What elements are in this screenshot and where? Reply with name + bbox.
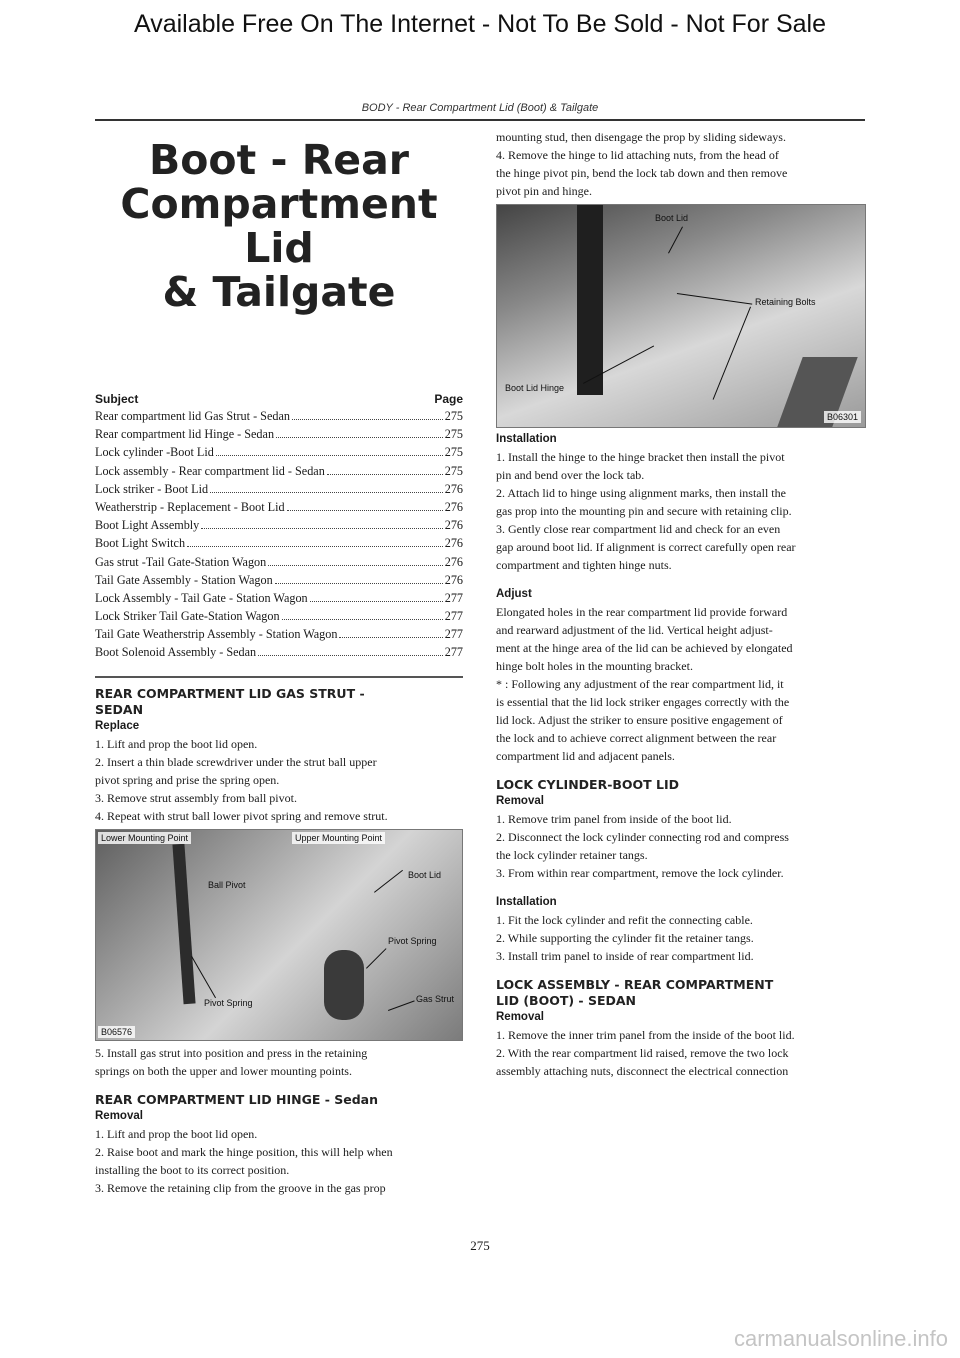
toc-entry — [95, 555, 463, 573]
gas-strut-heading-line: SEDAN — [95, 701, 144, 717]
gas-strut-heading-line: REAR COMPARTMENT LID GAS STRUT - — [95, 685, 365, 701]
toc-entry-page: 277 — [444, 627, 463, 642]
leader-line — [191, 956, 216, 998]
body-line: hinge bolt holes in the mounting bracket. — [496, 659, 693, 673]
spacer — [496, 574, 866, 586]
lock-assembly-heading-line: LID (BOOT) - SEDAN — [496, 993, 637, 1008]
toc-leader — [287, 510, 443, 511]
spacer — [496, 965, 866, 977]
procedure-step: 2. While supporting the cylinder fit the retainer tangs. — [496, 931, 754, 945]
lock-cylinder-heading: LOCK CYLINDER-BOOT LID — [496, 777, 680, 792]
toc-entry — [95, 518, 463, 536]
toc-entry-page: 276 — [444, 554, 463, 569]
leader-line — [374, 869, 403, 892]
procedure-step: pivot spring and prise the spring open. — [95, 772, 280, 787]
procedure-step: 3. Install trim panel to inside of rear compartment lid. — [496, 949, 754, 963]
toc-entry-page: 277 — [444, 590, 463, 605]
procedure-step: gap around boot lid. If alignment is correct carefully open rear — [496, 540, 796, 554]
strut-shape — [172, 843, 195, 1003]
photo-code: B06301 — [824, 411, 861, 423]
procedure-step: pin and bend over the lock tab. — [496, 468, 645, 482]
leader-line — [677, 293, 752, 305]
leader-line — [388, 1000, 415, 1011]
spacer — [95, 1080, 463, 1092]
procedure-step: 3. Gently close rear compartment lid and check for an even — [496, 522, 781, 536]
procedure-step: 1. Remove the inner trim panel from the inside of the boot lid. — [496, 1028, 795, 1042]
body-line: * : Following any adjustment of the rear compartment lid, it — [496, 677, 784, 691]
toc-entry — [95, 445, 463, 463]
hinge-heading: REAR COMPARTMENT LID HINGE - Sedan — [95, 1091, 379, 1107]
toc-leader — [276, 437, 443, 438]
body-line: and rearward adjustment of the lid. Vertical height adjust- — [496, 623, 773, 637]
procedure-step: 2. Insert a thin blade screwdriver under the strut ball upper — [95, 754, 377, 769]
photo-label-pivot-spring-right: Pivot Spring — [388, 935, 437, 946]
procedure-step: installing the boot to its correct position. — [95, 1162, 290, 1177]
toc-entry-title: Tail Gate Weatherstrip Assembly - Station Wagon — [95, 627, 338, 642]
toc-entry — [95, 536, 463, 554]
toc-leader — [339, 637, 442, 638]
toc-entry-page: 275 — [444, 463, 463, 478]
leader-line — [366, 948, 387, 969]
removal-subheading: Removal — [496, 1011, 544, 1023]
toc-subject-label: Subject — [95, 392, 139, 406]
toc-leader — [292, 419, 443, 420]
photo-label-retaining-bolts: Retaining Bolts — [755, 297, 816, 307]
toc-entry-page: 277 — [444, 609, 463, 624]
body-line: Elongated holes in the rear compartment lid provide forward — [496, 605, 788, 619]
toc-leader — [275, 583, 443, 584]
spacer — [496, 882, 866, 894]
photo-label-boot-lid: Boot Lid — [655, 213, 689, 223]
toc-entry — [95, 591, 463, 609]
toc-leader — [310, 601, 443, 602]
procedure-step: 2. Disconnect the lock cylinder connecting rod and compress — [496, 830, 789, 844]
body-line: compartment lid and adjacent panels. — [496, 749, 675, 763]
photo-code: B06576 — [98, 1026, 135, 1038]
removal-subheading: Removal — [496, 795, 544, 807]
adjust-subheading: Adjust — [496, 588, 532, 600]
left-column — [95, 128, 463, 1197]
toc-leader — [201, 528, 442, 529]
procedure-step: mounting stud, then disengage the prop by sliding sideways. — [496, 130, 786, 144]
toc-entry-page: 276 — [444, 481, 463, 496]
procedure-step: 4. Remove the hinge to lid attaching nuts, from the head of — [496, 148, 779, 162]
procedure-step: 1. Lift and prop the boot lid open. — [95, 1126, 258, 1141]
page-number: 275 — [470, 1238, 490, 1253]
gas-strut-photo — [95, 829, 463, 1041]
photo-label-boot-lid-hinge: Boot Lid Hinge — [505, 383, 565, 393]
gas-strut-heading — [95, 686, 463, 718]
installation-subheading: Installation — [496, 896, 557, 908]
toc-entry-page: 276 — [444, 536, 463, 551]
toc-entry-title: Boot Solenoid Assembly - Sedan — [95, 645, 257, 660]
toc-leader — [327, 474, 443, 475]
toc-leader — [258, 655, 443, 656]
procedure-step: compartment and tighten hinge nuts. — [496, 558, 672, 572]
site-watermark: carmanualsonline.info — [733, 1326, 948, 1351]
toc-entry-title: Rear compartment lid Hinge - Sedan — [95, 427, 275, 442]
header-rule — [95, 119, 865, 121]
ball-pivot-shape — [324, 950, 364, 1020]
chapter-title-line: & Tailgate — [162, 268, 396, 316]
toc-entry-title: Gas strut -Tail Gate-Station Wagon — [95, 554, 267, 569]
toc-entry-title: Tail Gate Assembly - Station Wagon — [95, 572, 273, 587]
table-of-contents — [95, 392, 463, 664]
body-line: lid lock. Adjust the striker to ensure positive engagement of — [496, 713, 783, 727]
toc-entry — [95, 409, 463, 427]
toc-entry — [95, 500, 463, 518]
procedure-step: 2. With the rear compartment lid raised, remove the two lock — [496, 1046, 789, 1060]
procedure-step: the hinge pivot pin, bend the lock tab down and then remove — [496, 166, 788, 180]
leader-line — [713, 307, 751, 400]
toc-page-label: Page — [434, 392, 463, 406]
photo-label-ball-pivot: Ball Pivot — [208, 879, 246, 890]
procedure-step: 3. Remove the retaining clip from the groove in the gas prop — [95, 1180, 386, 1195]
toc-entry-title: Lock Assembly - Tail Gate - Station Wagon — [95, 590, 308, 605]
toc-header — [95, 392, 463, 406]
replace-subheading: Replace — [95, 719, 140, 732]
leader-line — [668, 227, 683, 254]
toc-entry-page: 275 — [444, 427, 463, 442]
procedure-step: pivot pin and hinge. — [496, 184, 592, 198]
lock-assembly-heading-line: LOCK ASSEMBLY - REAR COMPARTMENT — [496, 977, 774, 992]
photo-label-boot-lid: Boot Lid — [408, 869, 442, 880]
toc-entry-title: Lock cylinder -Boot Lid — [95, 445, 214, 460]
body-line: is essential that the lid lock striker engages correctly with the — [496, 695, 790, 709]
procedure-step: 1. Fit the lock cylinder and refit the connecting cable. — [496, 913, 753, 927]
toc-entry-title: Lock Striker Tail Gate-Station Wagon — [95, 609, 280, 624]
toc-leader — [187, 546, 443, 547]
toc-entry-title: Boot Light Assembly — [95, 518, 200, 533]
running-header: BODY - Rear Compartment Lid (Boot) & Tailgate — [361, 102, 599, 114]
procedure-step: 5. Install gas strut into position and press in the retaining — [95, 1045, 368, 1060]
installation-subheading: Installation — [496, 433, 557, 445]
photo-label-gas-strut: Gas Strut — [416, 993, 455, 1004]
toc-entry-page: 277 — [444, 645, 463, 660]
lock-assembly-heading — [496, 977, 866, 1009]
toc-leader — [268, 565, 442, 566]
toc-entry — [95, 482, 463, 500]
toc-entry-title: Lock striker - Boot Lid — [95, 481, 209, 496]
section-rule — [95, 676, 463, 678]
procedure-step: 1. Install the hinge to the hinge bracket then install the pivot — [496, 450, 785, 464]
procedure-step: springs on both the upper and lower mounting points. — [95, 1063, 352, 1078]
hinge-photo — [496, 204, 866, 428]
toc-entry — [95, 573, 463, 591]
photo-label-upper-mount: Upper Mounting Point — [292, 832, 385, 844]
removal-subheading: Removal — [95, 1109, 143, 1122]
toc-entry-page: 276 — [444, 499, 463, 514]
toc-entry-title: Lock assembly - Rear compartment lid - Sedan — [95, 463, 325, 478]
procedure-step: assembly attaching nuts, disconnect the electrical connection — [496, 1064, 789, 1078]
procedure-step: the lock cylinder retainer tangs. — [496, 848, 648, 862]
toc-entry — [95, 645, 463, 663]
toc-entry — [95, 464, 463, 482]
chapter-title-line: Boot - Rear — [148, 136, 409, 184]
photo-label-lower-mount: Lower Mounting Point — [98, 832, 191, 844]
toc-entry-page: 275 — [444, 445, 463, 460]
right-column — [496, 128, 866, 1080]
toc-entry — [95, 427, 463, 445]
body-line: ment at the hinge area of the lid can be achieved by elongated — [496, 641, 793, 655]
procedure-step: 3. Remove strut assembly from ball pivot. — [95, 790, 297, 805]
procedure-step: gas prop into the mounting pin and secure with retaining clip. — [496, 504, 792, 518]
toc-entry-page: 275 — [444, 409, 463, 423]
chapter-title-line: Compartment Lid — [120, 180, 438, 272]
procedure-step: 1. Remove trim panel from inside of the boot lid. — [496, 812, 732, 826]
toc-leader — [210, 492, 443, 493]
hinge-bar-shape — [577, 205, 603, 395]
procedure-step: 4. Repeat with strut ball lower pivot spring and remove strut. — [95, 808, 388, 823]
toc-entry-title: Weatherstrip - Replacement - Boot Lid — [95, 499, 285, 514]
toc-entry — [95, 627, 463, 645]
procedure-step: 3. From within rear compartment, remove the lock cylinder. — [496, 866, 784, 880]
toc-entry-title: Rear compartment lid Gas Strut - Sedan — [95, 409, 290, 423]
availability-banner: Available Free On The Internet - Not To Be Sold - Not For Sale — [133, 10, 827, 38]
toc-leader — [216, 455, 443, 456]
photo-label-pivot-spring-left: Pivot Spring — [204, 997, 253, 1008]
chapter-title — [95, 138, 463, 314]
toc-entry-page: 276 — [444, 518, 463, 533]
procedure-step: 2. Attach lid to hinge using alignment marks, then install the — [496, 486, 786, 500]
spacer — [496, 765, 866, 777]
toc-leader — [282, 619, 443, 620]
body-line: the lock and to achieve correct alignment between the rear — [496, 731, 777, 745]
toc-entry-title: Boot Light Switch — [95, 536, 186, 551]
toc-entry — [95, 609, 463, 627]
toc-entry-page: 276 — [444, 572, 463, 587]
procedure-step: 2. Raise boot and mark the hinge position, this will help when — [95, 1144, 393, 1159]
procedure-step: 1. Lift and prop the boot lid open. — [95, 736, 258, 751]
